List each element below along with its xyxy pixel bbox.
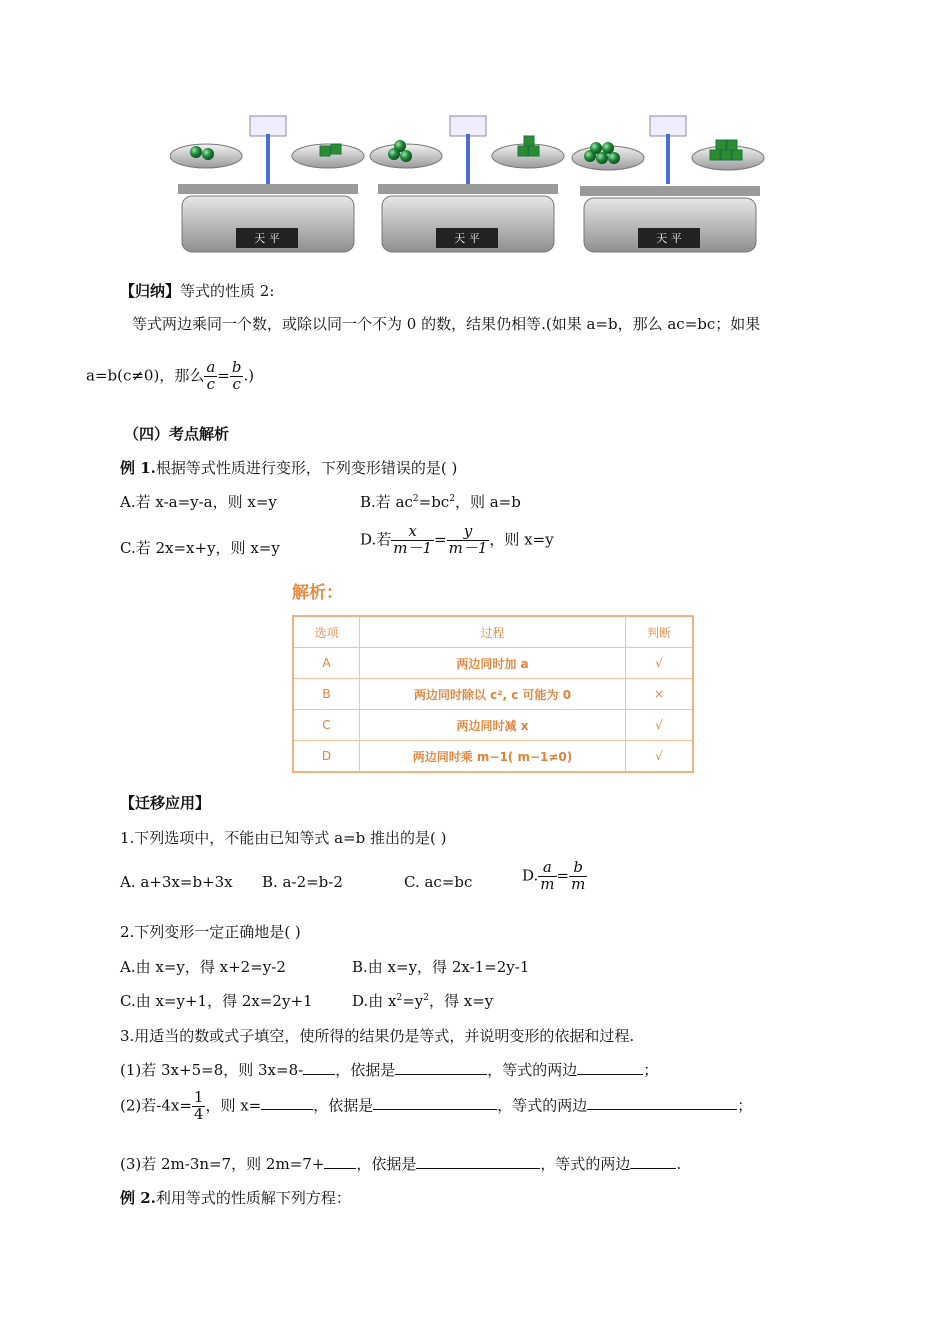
q2-option-d: D.由 $x^2=y^2$，得 x=y [352, 992, 494, 1010]
answer-blank[interactable] [261, 1095, 313, 1110]
answer-blank[interactable] [416, 1154, 540, 1169]
example1-option-d: D.若 $\frac{x}{m-1}$ = $\frac{y}{m-1}$ ，则 x=y [360, 522, 554, 557]
header-judge: 判断 [626, 616, 694, 648]
ball [602, 142, 614, 154]
balance-scales-figure [170, 112, 770, 260]
example2-label: 例 2. [120, 1189, 156, 1207]
example2-text: 利用等式的性质解下列方程： [155, 1189, 351, 1207]
fraction-a-over-c: $\frac{a}{c}$ [206, 358, 216, 393]
transfer-heading: 【迁移应用】 [120, 794, 211, 812]
cube [320, 146, 330, 156]
example2 [120, 1187, 351, 1208]
scale-3 [572, 116, 764, 252]
summary-line2 [86, 360, 254, 393]
answer-blank[interactable] [577, 1060, 643, 1075]
q1-option-d: D. $\frac{a}{m}$ = $\frac{b}{m}$ [522, 858, 586, 893]
fraction-y-over-m-1: $\frac{y}{m-1}$ [448, 522, 488, 557]
scale-label: 天 平 [254, 232, 280, 245]
cube [529, 146, 539, 156]
scale-1 [170, 116, 364, 252]
q3-part2: (2)若-4x= $\frac{1}{4}$ ，则 x= ，依据是 ，等式的两边 ； [120, 1088, 753, 1123]
cube [732, 150, 742, 160]
q3-part3: (3)若 2m-3n=7，则 2m=7+ ，依据是 ，等式的两边 . [120, 1155, 682, 1173]
table-row: B 两边同时除以 c², c 可能为 0 × [293, 679, 693, 710]
scale-2 [370, 116, 564, 252]
answer-blank[interactable] [373, 1095, 497, 1110]
ball [608, 152, 620, 164]
cube [727, 140, 737, 150]
q3-part1: (1)若 3x+5=8，则 3x=8- ，依据是 ，等式的两边 ； [120, 1061, 659, 1079]
q1-option-c: C. ac=bc [404, 873, 473, 891]
q2-option-c: C.由 x=y+1，得 2x=2y+1 [120, 992, 313, 1010]
ball [590, 142, 602, 154]
fraction-1-over-4: $\frac{1}{4}$ [193, 1088, 204, 1123]
section-title: （四）考点解析 [124, 425, 230, 443]
equals-sign: = [217, 366, 230, 385]
answer-blank[interactable] [587, 1095, 737, 1110]
analysis-table [292, 615, 694, 773]
fraction-a-over-m: $\frac{a}{m}$ [540, 858, 555, 893]
ball [202, 148, 214, 160]
example1-option-a: A.若 x-a=y-a，则 x=y [120, 493, 277, 511]
scale-label: 天 平 [454, 232, 480, 245]
summary-title: 等式的性质 2: [180, 282, 275, 300]
q1-option-b: B. a-2=b-2 [262, 873, 343, 891]
analysis-title: 解析： [292, 583, 343, 603]
example1-question [120, 457, 457, 478]
ball [190, 146, 202, 158]
q2-option-b: B.由 x=y，得 2x-1=2y-1 [352, 958, 530, 976]
q1-text: 1.下列选项中，不能由已知等式 a=b 推出的是( ) [120, 829, 447, 847]
example1-option-c: C.若 2x=x+y，则 x=y [120, 539, 280, 557]
example1-label: 例 1. [120, 459, 156, 477]
answer-blank[interactable] [303, 1060, 335, 1075]
fraction-b-over-c: $\frac{b}{c}$ [231, 358, 242, 393]
cube [721, 150, 731, 160]
header-option: 选项 [293, 616, 360, 648]
summary-line1: 等式两边乘同一个数，或除以同一个不为 0 的数，结果仍相等.(如果 a=b，那么 ac=bc；如果 [132, 315, 761, 333]
cube [710, 150, 720, 160]
fraction-x-over-m-1: $\frac{x}{m-1}$ [393, 522, 433, 557]
answer-blank[interactable] [630, 1154, 676, 1169]
ball [596, 152, 608, 164]
q1-option-a: A. a+3x=b+3x [120, 873, 233, 891]
cube [524, 136, 534, 146]
q2-option-a: A.由 x=y，得 x+2=y-2 [120, 958, 286, 976]
table-row: C 两边同时减 x √ [293, 710, 693, 741]
answer-blank[interactable] [395, 1060, 487, 1075]
scale-label: 天 平 [656, 232, 682, 245]
summary-line2-prefix: a=b(c≠0)，那么 [86, 366, 205, 385]
table-row: A 两边同时加 a √ [293, 648, 693, 679]
q2-text: 2.下列变形一定正确地是( ) [120, 923, 301, 941]
summary-line2-suffix: .) [243, 366, 255, 385]
q3-text: 3.用适当的数或式子填空，使所得的结果仍是等式，并说明变形的依据和过程. [120, 1027, 635, 1045]
table-row: D 两边同时乘 m−1( m−1≠0) √ [293, 741, 693, 773]
example1-option-b: B.若 $ac^2=bc^2$，则 a=b [360, 493, 521, 511]
example1-text: 根据等式性质进行变形，下列变形错误的是( ) [155, 459, 458, 477]
analysis-header-row [293, 616, 693, 648]
summary-label: 【归纳】 [120, 282, 181, 300]
ball [400, 150, 412, 162]
cube [331, 144, 341, 154]
summary-heading [120, 280, 274, 301]
cube [518, 146, 528, 156]
cube [716, 140, 726, 150]
header-process: 过程 [360, 616, 626, 648]
answer-blank[interactable] [324, 1154, 356, 1169]
ball [394, 140, 406, 152]
fraction-b-over-m: $\frac{b}{m}$ [571, 858, 586, 893]
